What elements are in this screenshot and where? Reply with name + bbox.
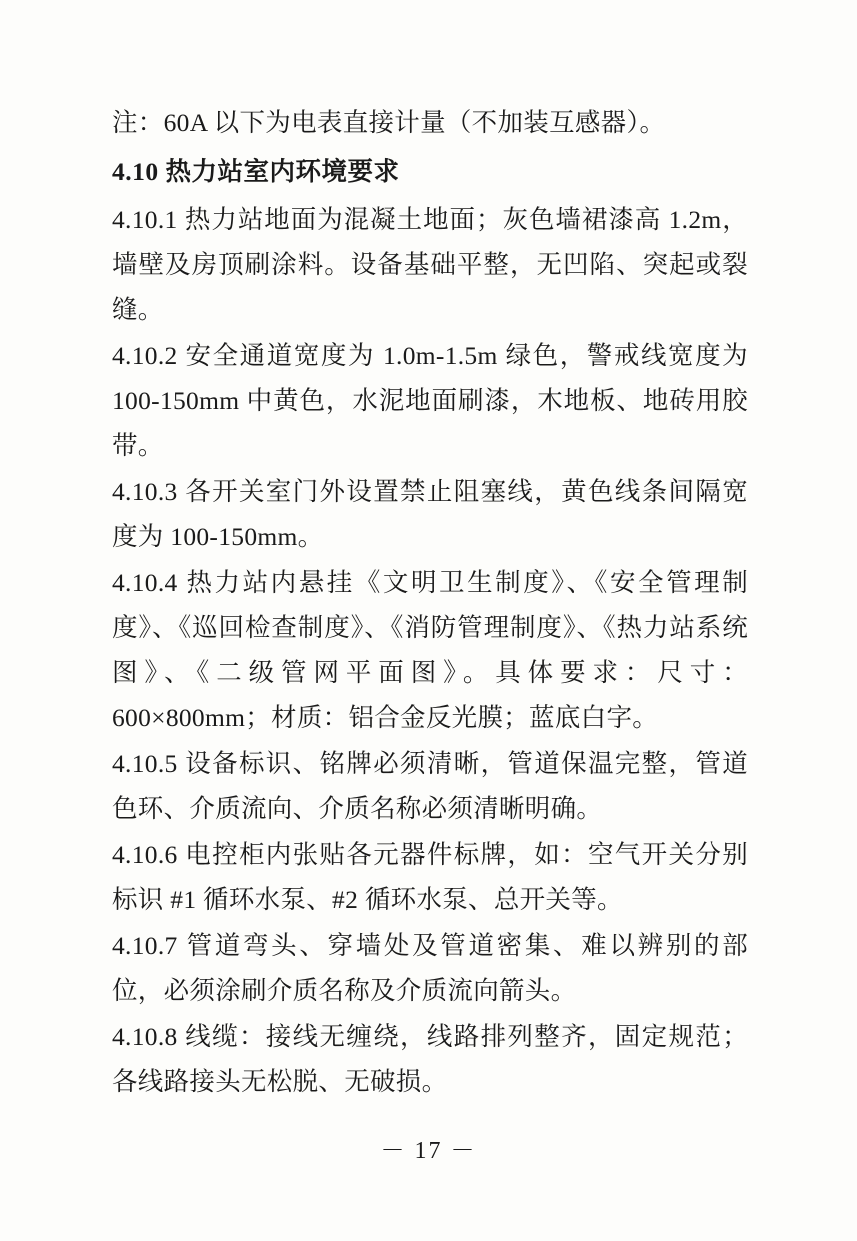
clause-4-10-1: 4.10.1 热力站地面为混凝土地面；灰色墙裙漆高 1.2m，墙壁及房顶刷涂料。设备基础平整，无凹陷、突起或裂缝。 — [112, 205, 748, 324]
clause-4-10-7: 4.10.7 管道弯头、穿墙处及管道密集、难以辨别的部位，必须涂刷介质名称及介质流向箭头。 — [112, 931, 748, 1005]
clause-4-10-8: 4.10.8 线缆：接线无缠绕，线路排列整齐，固定规范；各线路接头无松脱、无破损。 — [112, 1022, 748, 1096]
clause-4-10-2: 4.10.2 安全通道宽度为 1.0m-1.5m 绿色，警戒线宽度为 100-150mm 中黄色，水泥地面刷漆，木地板、地砖用胶带。 — [112, 341, 748, 460]
clause-4-10-6: 4.10.6 电控柜内张贴各元器件标牌，如：空气开关分别标识 #1 循环水泵、#2 循环水泵、总开关等。 — [112, 840, 748, 914]
clause-4-10-5: 4.10.5 设备标识、铭牌必须清晰，管道保温完整，管道色环、介质流向、介质名称必须清晰明确。 — [112, 749, 748, 823]
page-footer — [0, 1130, 857, 1165]
note-paragraph: 注：60A 以下为电表直接计量（不加装互感器）。 — [112, 108, 666, 137]
clause-4-10-4: 4.10.4 热力站内悬挂《文明卫生制度》、《安全管理制度》、《巡回检查制度》、《消防管理制度》、《热力站系统图》、《二级管网平面图》。具体要求：尺寸：600×800mm；材质：铝合金反光膜；蓝底白字。 — [112, 568, 748, 732]
page-body — [112, 100, 748, 1105]
clause-4-10-3: 4.10.3 各开关室门外设置禁止阻塞线，黄色线条间隔宽度为 100-150mm。 — [112, 477, 748, 551]
section-heading-4-10: 4.10 热力站室内环境要求 — [112, 157, 400, 186]
page-number: － 17 － — [380, 1138, 477, 1164]
